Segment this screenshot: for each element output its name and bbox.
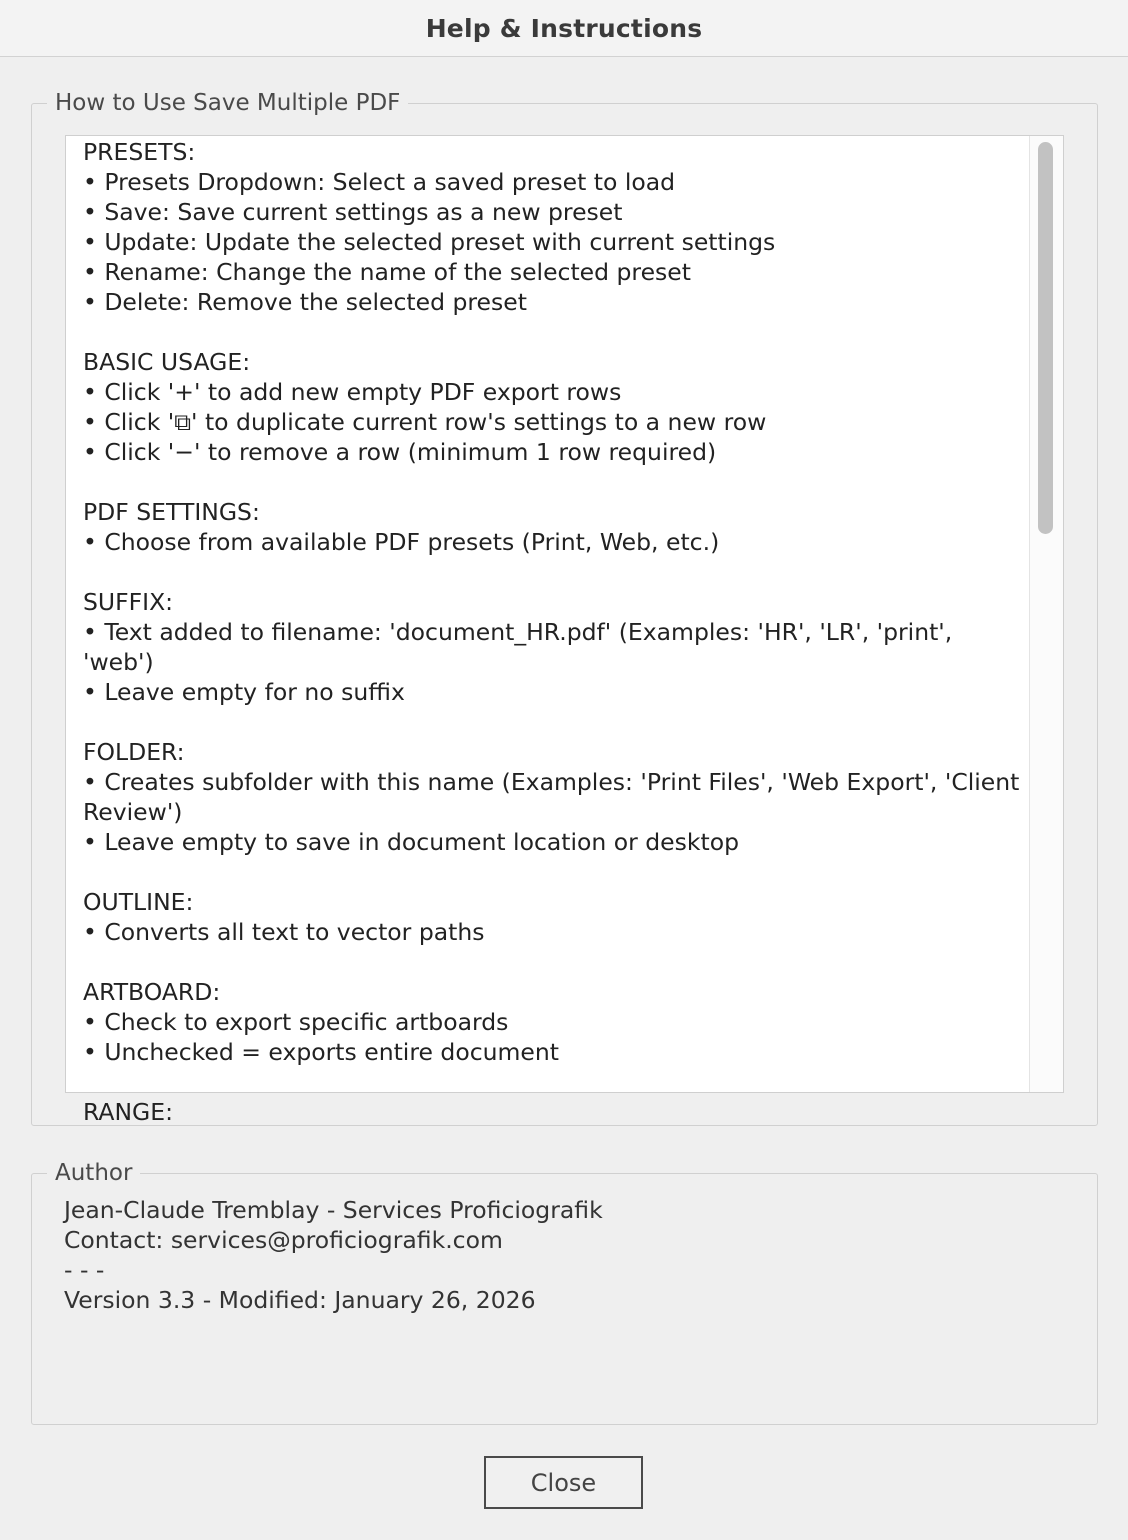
help-group	[31, 90, 1098, 1126]
help-line: BASIC USAGE:	[83, 348, 251, 376]
help-line: • Update: Update the selected preset with current settings	[83, 228, 776, 256]
version-info: Version 3.3 - Modified: January 26, 2026	[64, 1286, 536, 1314]
help-group-label: How to Use Save Multiple PDF	[47, 87, 408, 119]
help-line: • Text added to filename: 'document_HR.pdf' (Examples: 'HR', 'LR', 'print', 'web')	[83, 618, 953, 676]
help-line: OUTLINE:	[83, 888, 194, 916]
help-line: • Creates subfolder with this name (Examples: 'Print Files', 'Web Export', 'Client Review')	[83, 768, 1020, 826]
help-line: PDF SETTINGS:	[83, 498, 260, 526]
help-line: PRESETS:	[83, 138, 196, 166]
author-name: Jean-Claude Tremblay - Services Proficiografik	[64, 1196, 603, 1224]
help-scrollbar[interactable]	[1029, 136, 1063, 1092]
help-text-area[interactable]	[65, 135, 1064, 1126]
help-line: • Check to export specific artboards	[83, 1008, 509, 1036]
help-line: • Save: Save current settings as a new preset	[83, 198, 623, 226]
help-line: • Rename: Change the name of the selected preset	[83, 258, 691, 286]
help-line: RANGE:	[83, 1098, 174, 1126]
help-line: • Presets Dropdown: Select a saved preset to load	[83, 168, 676, 196]
author-separator: - - -	[64, 1256, 105, 1284]
help-line: • Delete: Remove the selected preset	[83, 288, 527, 316]
blank-line	[83, 317, 1023, 347]
help-text	[83, 137, 1023, 1127]
title-bar	[0, 0, 1128, 57]
help-line: • Unchecked = exports entire document	[83, 1038, 559, 1066]
help-line: • Choose from available PDF presets (Print, Web, etc.)	[83, 528, 720, 556]
author-group-label: Author	[47, 1157, 140, 1189]
close-button[interactable]: Close	[484, 1456, 643, 1509]
help-line: FOLDER:	[83, 738, 185, 766]
help-line: SUFFIX:	[83, 588, 174, 616]
help-line: • Click '⧉' to duplicate current row's settings to a new row	[83, 408, 767, 436]
blank-line	[83, 707, 1023, 737]
author-contact: Contact: services@proficiografik.com	[64, 1226, 503, 1254]
blank-line	[83, 467, 1023, 497]
blank-line	[83, 857, 1023, 887]
blank-line	[83, 1067, 1023, 1097]
help-line: • Click '−' to remove a row (minimum 1 row required)	[83, 438, 717, 466]
window-title: Help & Instructions	[425, 13, 703, 43]
author-group	[31, 1160, 1098, 1425]
help-line: • Leave empty for no suffix	[83, 678, 405, 706]
help-line: • Leave empty to save in document location or desktop	[83, 828, 739, 856]
help-line: ARTBOARD:	[83, 978, 221, 1006]
blank-line	[83, 947, 1023, 977]
help-line: • Click '+' to add new empty PDF export rows	[83, 378, 622, 406]
author-info	[64, 1195, 603, 1315]
help-line: • Converts all text to vector paths	[83, 918, 485, 946]
blank-line	[83, 557, 1023, 587]
scrollbar-thumb[interactable]	[1038, 142, 1053, 534]
